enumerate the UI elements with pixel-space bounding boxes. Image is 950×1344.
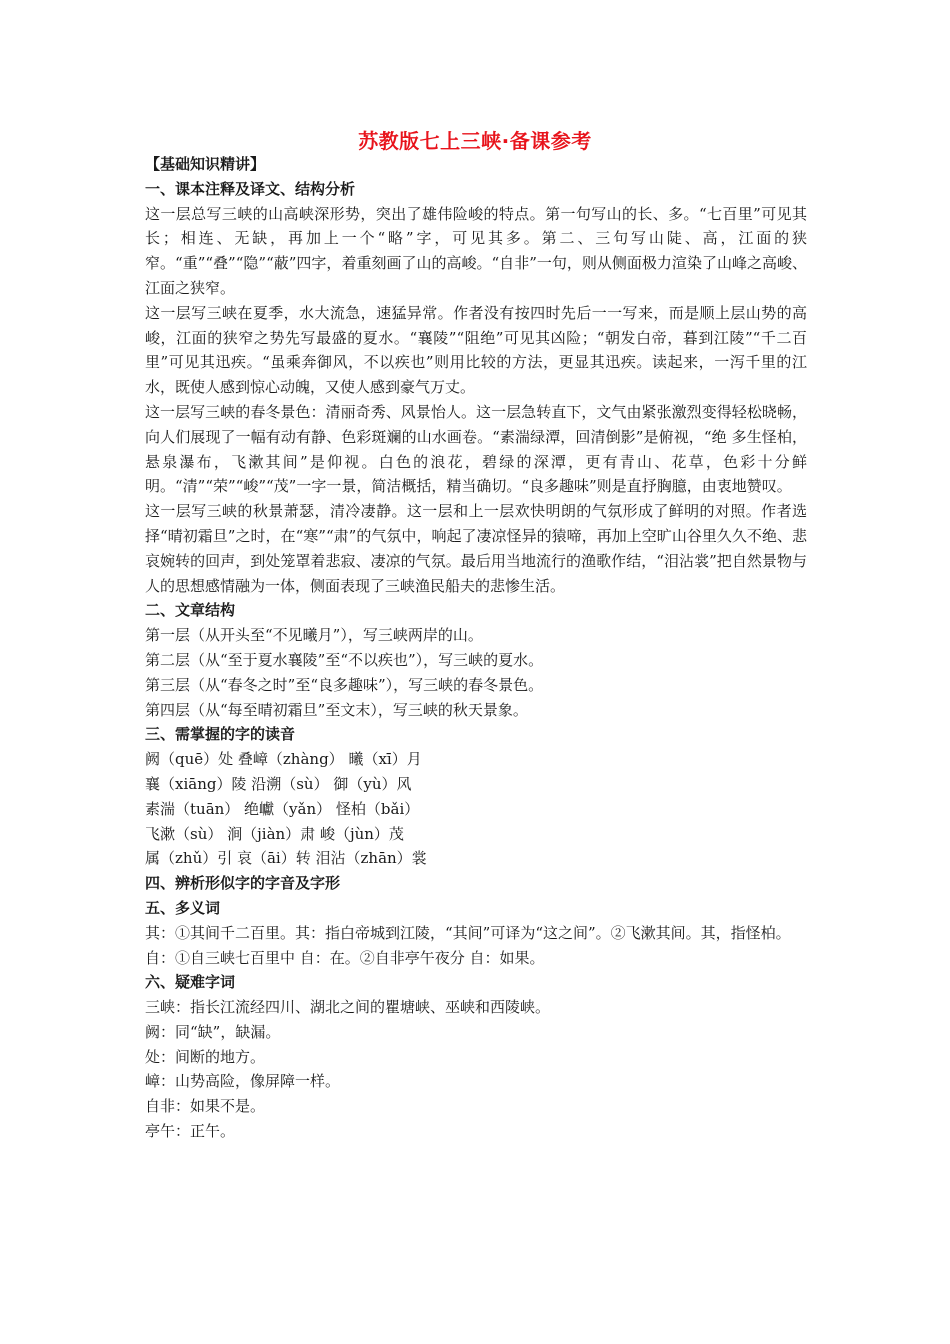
- section-heading-1: 一、课本注释及译文、结构分析: [145, 179, 356, 198]
- intro-heading: 【基础知识精讲】: [145, 155, 266, 173]
- pronunciation-line: 阙（quē）处 叠嶂（zhàng） 曦（xī）月: [145, 750, 422, 769]
- section-heading-2: 二、文章结构: [145, 601, 236, 620]
- paragraph: 这一层写三峡的秋景萧瑟，清冷凄静。这一层和上一层欢快明朗的气氛形成了鲜明的对照。作者选择“晴初霜旦”之时，在“寒”“肃”的气氛中，响起了凄凉怪异的猿啼，再加上空旷山谷里久久不绝、悲哀婉转的回声，到处笼罩着悲寂、凄凉的气氛。最后用当地流行的渔歌作结，“泪沾裳”把自然景物与人的思想感情融为一体，侧面表现了三峡渔民船夫的悲惨生活。: [145, 502, 807, 595]
- vocabulary-entry: 自非：如果不是。: [145, 1097, 266, 1116]
- document-body: [145, 152, 807, 1144]
- vocabulary-entry: 嶂：山势高险，像屏障一样。: [145, 1072, 341, 1091]
- paragraph: 这一层写三峡的春冬景色：清丽奇秀、风景怡人。这一层急转直下，文气由紧张激烈变得轻松晓畅，向人们展现了一幅有动有静、色彩斑斓的山水画卷。“素湍绿潭，回清倒影”是俯视，“绝 多生怪柏，悬泉瀑布，飞漱其间”是仰视。白色的浪花，碧绿的深潭，更有青山、花草，色彩十分鲜明。“清”“荣”“峻”“茂”一字一景，简洁概括，精当确切。“良多趣味”则是直抒胸臆，由衷地赞叹。: [145, 402, 807, 496]
- section-heading-3: 三、需掌握的字的读音: [145, 725, 296, 744]
- pronunciation-line: 素湍（tuān） 绝巘（yǎn） 怪柏（bǎi）: [145, 799, 420, 818]
- structure-line: 第三层（从“春冬之时”至“良多趣味”），写三峡的春冬景色。: [145, 675, 544, 694]
- vocabulary-entry: 处：间断的地方。: [145, 1047, 266, 1066]
- structure-line: 第一层（从开头至“不见曦月”），写三峡两岸的山。: [145, 626, 483, 645]
- vocabulary-entry: 阙：同“缺”，缺漏。: [145, 1022, 281, 1041]
- paragraph: 这一层写三峡在夏季，水大流急，速猛异常。作者没有按四时先后一一写来，而是顺上层山势的高峻，江面的狭窄之势先写最盛的夏水。“襄陵”“阻绝”可见其凶险；“朝发白帝，暮到江陵”“千二百里”可见其迅疾。“虽乘奔御风，不以疾也”则用比较的方法，更显其迅疾。读起来，一泻千里的江水，既使人感到惊心动魄，又使人感到豪气万丈。: [145, 303, 807, 397]
- section-heading-4: 四、辨析形似字的字音及字形: [145, 874, 341, 893]
- document-title: 苏教版七上三峡·备课参考: [358, 129, 592, 153]
- pronunciation-line: 飞漱（sù） 涧（jiàn）肃 峻（jùn）茂: [145, 824, 404, 843]
- structure-line: 第二层（从“至于夏水襄陵”至“不以疾也”），写三峡的夏水。: [145, 650, 544, 669]
- polysemy-entry: 其：①其间千二百里。其：指白帝城到江陵，“其间”可译为“这之间”。②飞漱其间。其，指怪柏。: [145, 923, 791, 942]
- paragraph: 这一层总写三峡的山高峡深形势，突出了雄伟险峻的特点。第一句写山的长、多。“七百里”可见其长；相连、无缺，再加上一个“略”字，可见其多。第二、三句写山陡、高，江面的狭窄。“重”“叠”“隐”“蔽”四字，着重刻画了山的高峻。“自非”一句，则从侧面极力渲染了山峰之高峻、江面之狭窄。: [145, 204, 807, 297]
- pronunciation-line: 属（zhǔ）引 哀（āi）转 泪沾（zhān）裳: [145, 849, 427, 868]
- vocabulary-entry: 亭午：正午。: [145, 1122, 236, 1141]
- section-heading-5: 五、多义词: [145, 898, 221, 917]
- vocabulary-entry: 三峡：指长江流经四川、湖北之间的瞿塘峡、巫峡和西陵峡。: [145, 998, 551, 1017]
- pronunciation-line: 襄（xiāng）陵 沿溯（sù） 御（yù）风: [145, 774, 412, 793]
- section-heading-6: 六、疑难字词: [145, 973, 236, 992]
- structure-line: 第四层（从“每至晴初霜旦”至文末），写三峡的秋天景象。: [145, 700, 528, 719]
- polysemy-entry: 自：①自三峡七百里中 自：在。②自非亭午夜分 自：如果。: [145, 948, 545, 967]
